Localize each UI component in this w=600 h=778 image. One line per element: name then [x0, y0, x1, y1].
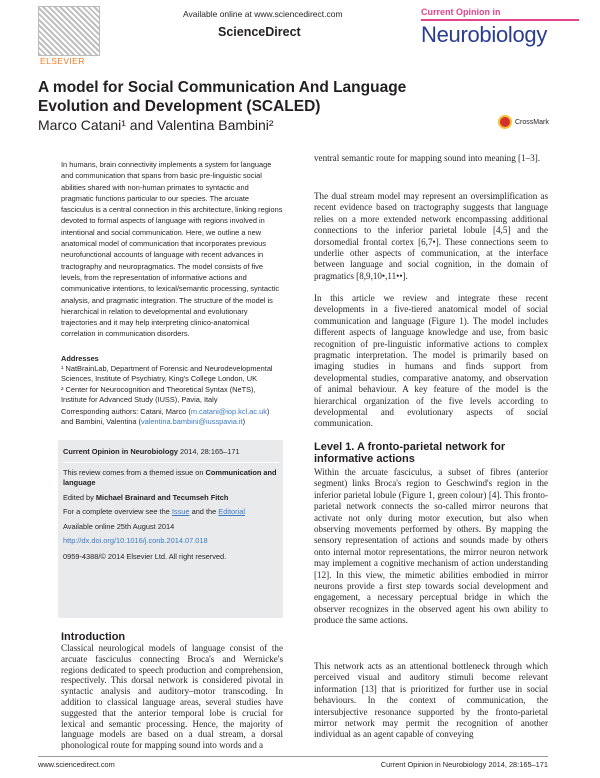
crossmark-label: CrossMark [515, 118, 549, 126]
address-1: ¹ NatBrainLab, Department of Forensic and Neurodevelopmental Sciences, Institute of Psychiatry, King's College London, UK [61, 364, 273, 384]
address-2: ² Center for Neurocognition and Theoretical Syntax (NeTS), Institute for Advanced Study (IUSS), Pavia, Italy [61, 384, 256, 405]
addresses [61, 364, 283, 406]
article-authors: Marco Catani¹ and Valentina Bambini² [38, 117, 274, 133]
issue-link[interactable]: Issue [171, 507, 190, 517]
edited-label: Edited by [63, 492, 96, 502]
doi-link[interactable]: http://dx.doi.org/10.1016/j.conb.2014.07.018 [63, 535, 208, 545]
theme-text: This review comes from a themed issue on [63, 467, 206, 477]
paragraph-1: ventral semantic route for mapping sound into meaning [1–3]. [314, 153, 541, 163]
corr-text-2: ) and Bambini, Valentina ( [61, 407, 270, 427]
paragraph-2: The dual stream model may represent an oversimplification as recent evidence based on tractography suggests that language relies on a more extended network encompassing additional connections to the inferior parietal lobule [4,5] and the dorsomedial frontal cortex [6,7•]. These connections seem to underlie other aspects of communication, at the interface between language and social cognition, in the domain of pragmatics [8,9,10•,11••]. [314, 191, 548, 281]
divider [63, 462, 279, 463]
article-title: A model for Social Communication And Language Evolution and Development (SCALED) [38, 79, 407, 115]
publisher-name: ELSEVIER [40, 56, 85, 66]
and-the-text: and the [189, 507, 219, 517]
available-date: Available online 25th August 2014 [63, 521, 175, 531]
email-link-catani[interactable]: m.catani@iop.kcl.ac.uk [190, 407, 267, 416]
overview [63, 507, 279, 518]
footer [38, 760, 548, 769]
introduction-heading: Introduction [61, 631, 126, 643]
editorial-link[interactable]: Editorial [218, 507, 245, 517]
sciencedirect-logo[interactable]: ScienceDirect [218, 25, 301, 39]
level1-heading: Level 1. A fronto-parietal network for informative actions [314, 441, 506, 465]
paragraph-5: This network acts as an attentional bottleneck through which perceived visual and auditory stimuli become relevant information [13] that is prioritized for further use in social behaviours. In the context of communication, the intersubjective resonance supported by the fronto-parietal mirror network may permit the recognition of another individual as an agent capable of conveying [314, 661, 548, 740]
abstract: In humans, brain connectivity implements a system for language and communication that spans from basic pre-linguistic social abilities shared with non-human primates to syntactic and pragmatic functions particular to our species. The arcuate fasciculus is a central connection in this architecture, linking regions devoted to formal aspects of language with regions involved in intentional and social communication. Here, we outline a new anatomical model of communication that incorporates previous neurofunctional accounts of language with recent advances in tractography and neuropragmatics. The model consists of five levels, from the representation of informative actions and communicative intentions, to lexical/semantic processing, syntactic analysis, and pragmatic integration. The structure of the model is hierarchical in relation to developmental and evolutionary trajectories and it may help interpreting clinico-anatomical correlation in communication disorders. [61, 160, 283, 339]
introduction-text: Classical neurological models of language consist of the arcuate fasciculus connecting Broca's and Wernicke's regions dedicated to speech production and comprehension, respectively. This dorsal network is considered pivotal in syntactic analysis and auditory–motor transcoding. In addition to classical language areas, several studies have suggested that the anterior temporal lobe is crucial for lexical and semantic processing. Hence, the majority of language models are based on a dual stream, a dorsal phonological route for mapping sound into words and a [61, 643, 283, 751]
article-info-box [58, 440, 283, 618]
elsevier-tree-logo [38, 6, 100, 56]
journal-banner [421, 7, 579, 59]
footer-website[interactable]: www.sciencedirect.com [38, 760, 115, 769]
crossmark-badge[interactable] [498, 112, 558, 132]
themed-issue [63, 468, 279, 489]
journal-banner-bar [421, 19, 579, 21]
overview-text: For a complete overview see the [63, 507, 172, 517]
editors: Michael Brainard and Tecumseh Fitch [95, 492, 229, 502]
journal-banner-name: Neurobiology [421, 22, 548, 47]
paragraph-3: In this article we review and integrate these recent developments in a five-tiered anatomical model of social communication and language (Figure 1). The model includes different aspects of language knowledge and use, from basic recognition of pre-linguistic informative actions to complex pragmatic interpretation. The model is primarily based on imaging studies in humans and finds support from developmental studies, comparative anatomy, and observation of animal behaviour. A key feature of the model is the hierarchical organization of the five levels according to developmental and evolutionary aspects of social communication. [314, 293, 548, 429]
edited-by [63, 493, 279, 504]
footer-divider [38, 756, 548, 757]
citation-rest: 2014, 28:165–171 [177, 447, 240, 456]
crossmark-icon [498, 115, 512, 129]
corr-text-3: ) [242, 417, 246, 427]
available-online-text[interactable]: Available online at www.sciencedirect.com [183, 9, 343, 19]
paragraph-4: Within the arcuate fasciculus, a subset of fibres (anterior segment) links Broca's region to Geschwind's region in the inferior parietal lobule (Figure 1, green colour) [4]. This fronto-parietal network connects the so-called mirror neurons that activate not only during motor execution, but also when observing movements performed by others. By mapping the sensory representation of actions and sounds made by others onto internal motor representations, the mirror neuron network may implement a cognitive mechanism of action understanding [12]. In this view, the mimetic abilities embodied in mirror neurons provide a first step towards social development and engagement, a necessary perceptual bridge in which the observer recognizes in the observed agent his own ability to produce the same actions. [314, 467, 548, 626]
footer-citation: Current Opinion in Neurobiology 2014, 28:165–171 [380, 760, 548, 769]
corresponding-authors [61, 407, 283, 428]
addresses-heading: Addresses [61, 354, 99, 363]
citation-journal: Current Opinion in Neurobiology [63, 447, 178, 456]
corr-text-1: Corresponding authors: Catani, Marco ( [61, 407, 191, 416]
email-link-bambini[interactable]: valentina.bambini@iusspavia.it [140, 417, 243, 427]
journal-banner-top: Current Opinion in [421, 7, 501, 17]
citation [63, 447, 279, 458]
theme-name: Communication and language [63, 467, 277, 488]
copyright: 0959-4388/© 2014 Elsevier Ltd. All right reserved. [63, 552, 227, 562]
